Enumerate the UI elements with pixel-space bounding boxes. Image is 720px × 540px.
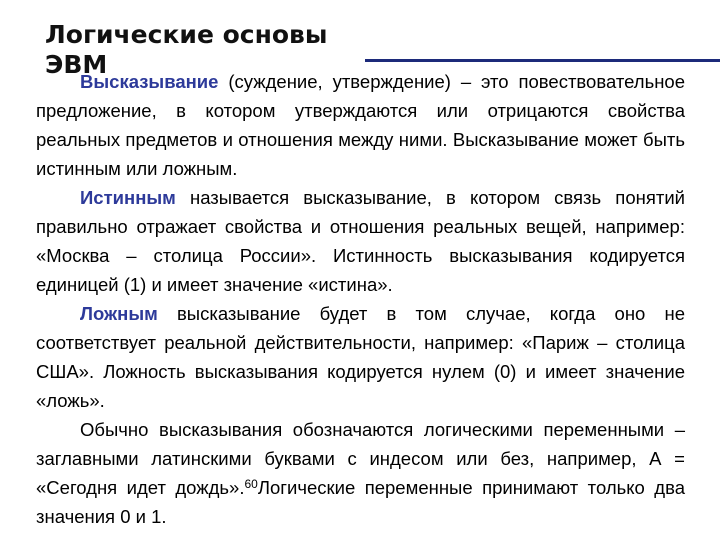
paragraph-statement [36,67,685,183]
term-statement: Высказывание [80,71,219,92]
paragraph-text: высказывание будет в том случае, когда оно не соответствует реальной действительности, например: «Париж – столица США». Ложность высказывания кодируется нулем (0) и имеет значение «ложь». [36,303,685,411]
page-number: 60 [244,477,258,491]
title-underline [365,59,720,62]
paragraph-false [36,299,685,415]
paragraph-text-continued: Логические переменные принимают только два значения 0 и 1. [36,477,685,527]
paragraph-text: (суждение, утверждение) – это повествовательное предложение, в котором утверждаются или отрицаются свойства реальных предметов и отношения между ними. Высказывание может быть истинным или ложным. [36,71,685,179]
paragraph-text: называется высказывание, в котором связь понятий правильно отражает свойства и отношения реальных вещей, например: «Москва – столица России». Истинность высказывания кодируется единицей (1) и имеет значение «истина». [36,187,685,295]
slide-title: Логические основы ЭВМ [45,20,328,79]
term-false: Ложным [80,303,158,324]
term-true: Истинным [80,187,176,208]
paragraph-text: Обычно высказывания обозначаются логическими переменными – заглавными латинскими буквами с индесом или без, например, А = «Сегодня идет дождь». [36,419,685,498]
paragraph-true [36,183,685,299]
paragraph-variables [36,415,685,531]
slide-body [36,67,685,531]
